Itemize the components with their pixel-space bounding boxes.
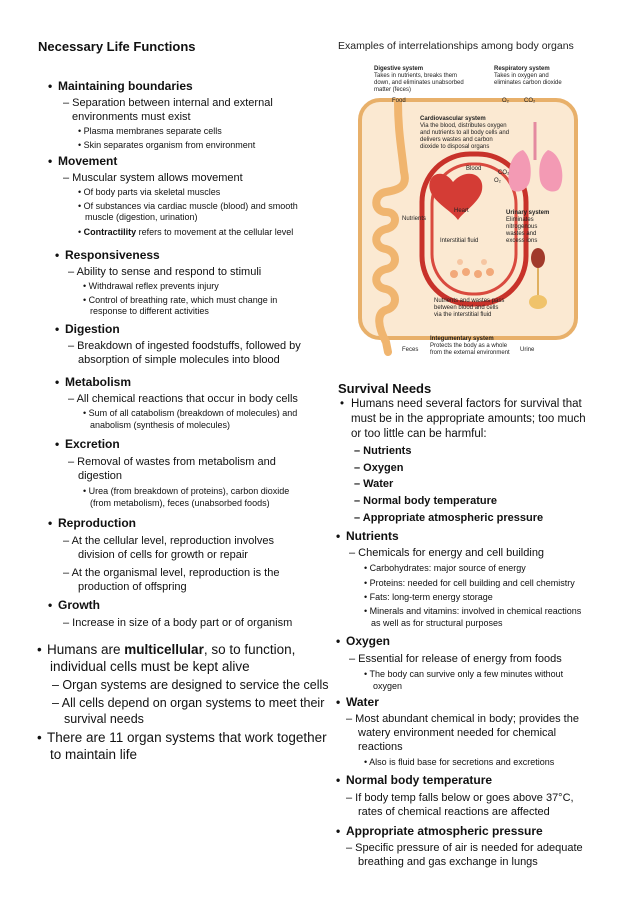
text: • Minerals and vitamins: involved in chemical reactions [364,606,582,616]
bullet-reproduction: • Reproduction [48,516,136,530]
text: survival needs [64,712,144,726]
bullet-digestion: • Digestion [55,322,120,336]
text: • Humans are multicellular, so to function, [37,642,296,657]
text: individual cells must be kept alive [50,659,250,674]
text: – If body temp falls below or goes above 37°C, [346,792,574,804]
label-digestive-title: Digestive system [374,66,424,72]
bullet-oxygen: • Oxygen [336,634,391,648]
text: • There are 11 organ systems that work together [37,730,327,745]
text: – Water [354,478,394,490]
label: Eliminates [506,217,534,223]
label: and nutrients to all body cells and [420,130,510,136]
label-feces: Feces [402,347,419,353]
bullet-temp: • Normal body temperature [336,773,493,787]
text: • The body can survive only a few minutes without [364,669,564,679]
label-o2: O₂ [502,98,509,104]
text: muscle (digestion, urination) [85,212,198,222]
text: • Contractility refers to movement at the cellular level [78,227,294,237]
label: Takes in oxygen and [494,73,549,79]
label-urinary-title: Urinary system [506,210,550,216]
text: • Sum of all catabolism (breakdown of molecules) and [83,408,298,418]
label-co2: CO₂ [524,98,536,104]
text: watery environment needed for chemical [358,727,557,739]
text: – All cells depend on organ systems to meet their [52,696,325,710]
text: – Oxygen [354,462,404,474]
text: • Withdrawal reflex prevents injury [83,281,219,291]
text: or too little can be harmful: [351,428,487,440]
label-blood: Blood [466,166,482,172]
label: eliminates carbon dioxide [494,80,562,86]
text: rates of chemical reactions are affected [358,806,550,818]
organ-interrelationship-figure [358,62,608,378]
bullet-responsiveness: • Responsiveness [55,248,160,262]
text: reactions [358,741,403,753]
label-heart: Heart [454,208,469,214]
label: Nutrients and wastes pass [434,298,505,304]
label-respiratory-title: Respiratory system [494,66,550,72]
label-interstitial: Interstitial fluid [440,238,479,244]
text: – Separation between internal and external [63,97,273,109]
text: production of offspring [78,581,187,593]
label: down, and eliminates unabsorbed [374,80,464,86]
text: – At the cellular level, reproduction involves [63,535,274,547]
label: delivers wastes and carbon [420,137,493,143]
label: between blood and cells [434,305,499,311]
text: • Humans need several factors for survival that [340,398,582,410]
text: • Carbohydrates: major source of energy [364,563,526,573]
label-food: Food [392,98,406,104]
label-co2-inner: CO₂ [498,170,510,176]
label: nitrogenous [506,224,538,230]
label: dioxide to disposal organs [420,144,490,150]
bladder-icon [529,295,547,309]
text: anabolism (synthesis of molecules) [90,420,231,430]
text: oxygen [373,681,403,691]
text: • Urea (from breakdown of proteins), carbon dioxide [83,486,290,496]
text: as well as for structural purposes [371,618,503,628]
text: (from metabolism), feces (unabsorbed foods) [90,498,270,508]
bullet-excretion: • Excretion [55,437,120,451]
page-title: Necessary Life Functions [38,39,196,54]
bullet-nutrients: • Nutrients [336,529,399,543]
text: • Of substances via cardiac muscle (blood) and smooth [78,201,298,211]
bullet-movement: • Movement [48,154,118,168]
text: response to different activities [90,306,209,316]
text: – Nutrients [354,445,412,457]
text: digestion [78,470,123,482]
label: Protects the body as a whole [430,343,508,349]
text: – Organ systems are designed to service the cells [52,678,329,692]
text: • Skin separates organism from environment [78,140,256,150]
kidney-icon [531,248,545,268]
text: • Also is fluid base for secretions and excretions [364,757,555,767]
text: environments must exist [72,111,191,123]
text: – Appropriate atmospheric pressure [354,512,544,524]
text: – Breakdown of ingested foodstuffs, followed by [68,340,301,352]
label: wastes and [506,231,537,237]
label: via the interstitial fluid [434,312,492,318]
text: – All chemical reactions that occur in body cells [68,393,298,405]
label-o2-inner: O₂ [494,178,501,184]
text: – At the organismal level, reproduction is the [63,567,280,579]
bullet-maintaining: • Maintaining boundaries [48,79,193,93]
survival-heading: Survival Needs [338,381,432,396]
text: breathing and gas exchange in lungs [358,856,538,868]
text: – Specific pressure of air is needed for adequate [346,842,583,854]
bullet-growth: • Growth [48,598,100,612]
text: division of cells for growth or repair [78,549,248,561]
text: • Plasma membranes separate cells [78,126,222,136]
text: – Essential for release of energy from foods [349,653,562,665]
text: – Normal body temperature [354,495,498,507]
text: – Removal of wastes from metabolism and [68,456,276,468]
text: must be in the appropriate amounts; too much [351,413,586,425]
text: • Proteins: needed for cell building and cell chemistry [364,578,575,588]
text: – Muscular system allows movement [63,172,243,184]
text: to maintain life [50,747,138,762]
text: – Ability to sense and respond to stimuli [68,266,262,278]
text: – Most abundant chemical in body; provides the [346,713,579,725]
text: • Of body parts via skeletal muscles [78,187,221,197]
label-nutrients: Nutrients [402,216,427,222]
label: from the external environment [430,350,510,356]
label: Takes in nutrients, breaks them [374,73,458,79]
figure-title: Examples of interrelationships among body organs [338,40,574,52]
text: • Control of breathing rate, which must change in [83,295,278,305]
label-integ-title: Integumentary system [430,336,494,342]
label: matter (feces) [374,87,412,93]
text: – Chemicals for energy and cell building [349,547,545,559]
label: Via the blood, distributes oxygen [420,123,507,129]
bullet-metabolism: • Metabolism [55,375,132,389]
bullet-pressure: • Appropriate atmospheric pressure [336,824,543,838]
label-urine: Urine [520,347,535,353]
text: – Increase in size of a body part or of organism [63,617,293,629]
text: absorption of simple molecules into blood [78,354,280,366]
label-cardio-title: Cardiovascular system [420,116,486,122]
text: • Fats: long-term energy storage [364,592,493,602]
bullet-water: • Water [336,695,379,709]
label: excess ions [506,238,538,244]
